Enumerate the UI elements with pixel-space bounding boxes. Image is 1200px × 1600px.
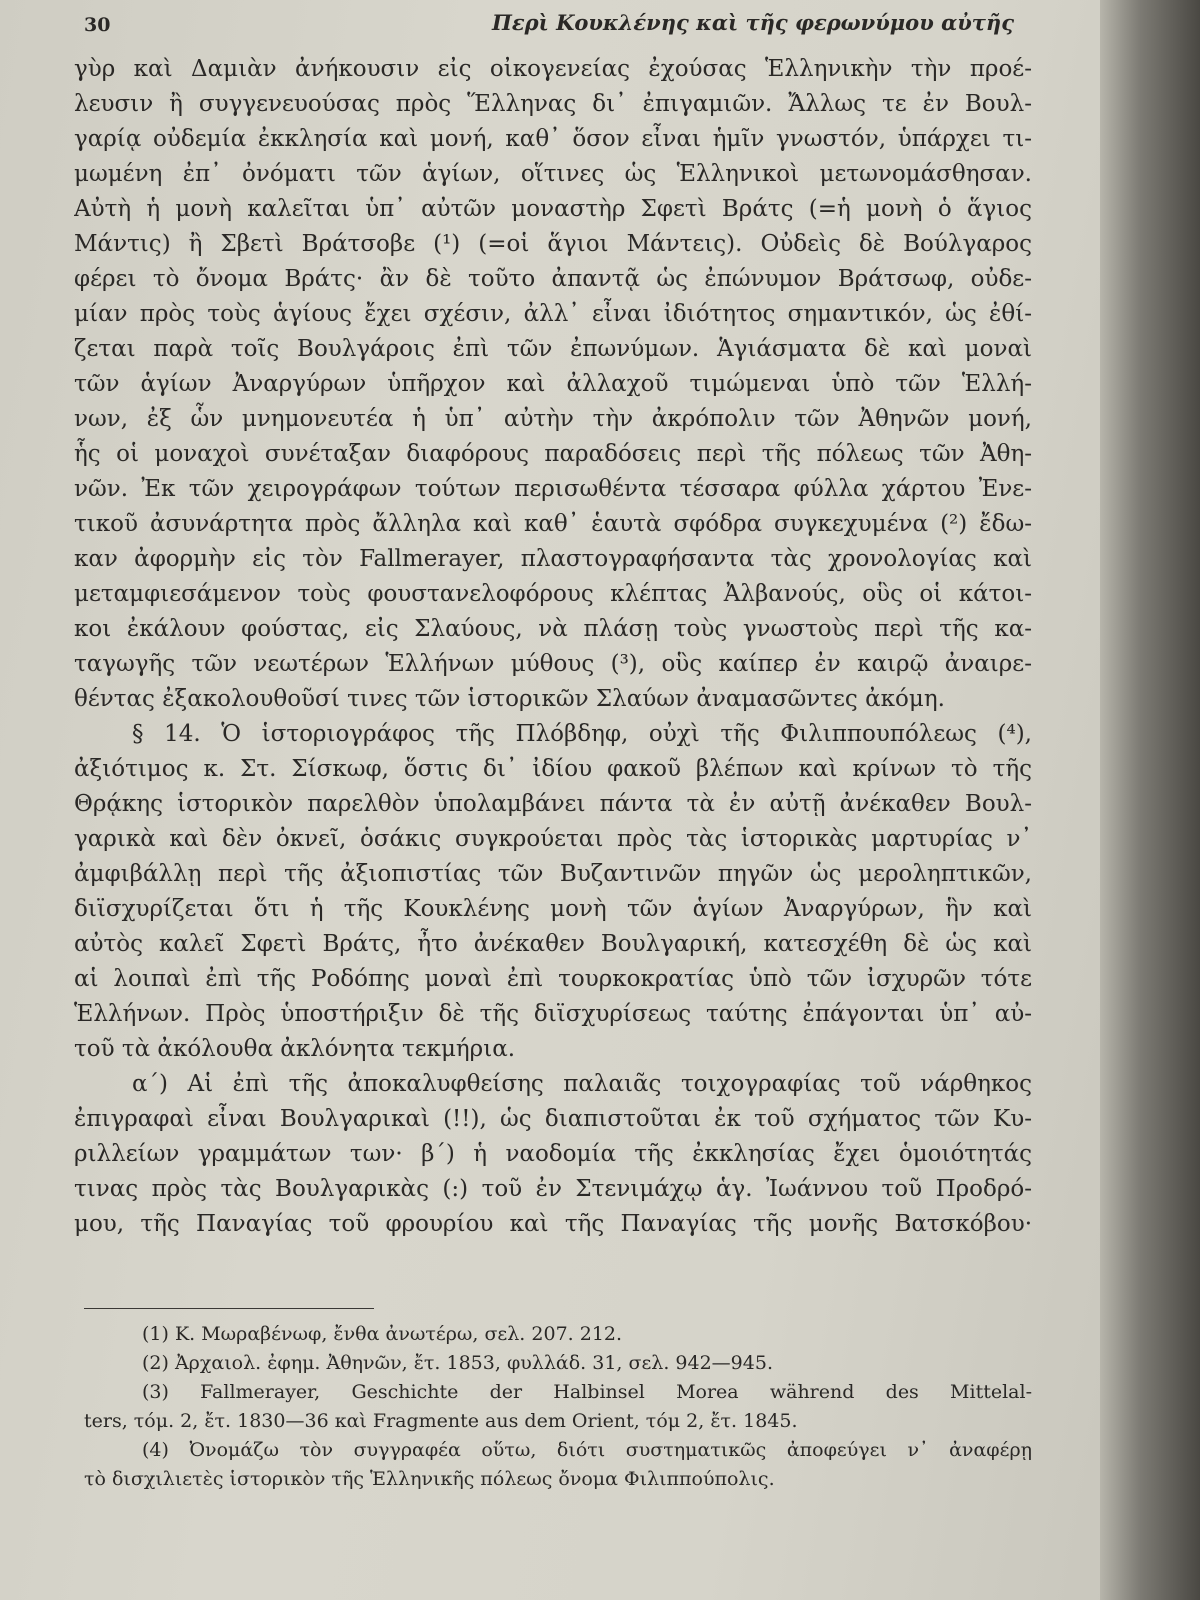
text-line: αὐτὸς καλεῖ Σφετὶ Βράτς, ἦτο ἀνέκαθεν Βουλγαρική, κατεσχέθη δὲ ὡς καὶ (74, 931, 1032, 957)
text-line: τινας πρὸς τὰς Βουλγαρικὰς (:) τοῦ ἐν Στενιμάχῳ ἁγ. Ἰωάννου τοῦ Προδρό- (74, 1176, 1032, 1202)
text-line: Μάντις) ἢ Σβετὶ Βράτσοβε (¹) (=οἱ ἅγιοι Μάντεις). Οὐδεὶς δὲ Βούλγαρος (74, 231, 1032, 257)
text-line: λευσιν ἢ συγγενευούσας πρὸς Ἕλληνας δι᾿ ἐπιγαμιῶν. Ἄλλως τε ἐν Βουλ- (74, 91, 1032, 117)
page-edge-shadow (1100, 0, 1200, 1600)
text-line: τοῦ τὰ ἀκόλουθα ἀκλόνητα τεκμήρια. (74, 1036, 516, 1062)
footnote-line: (1) Κ. Μωραβένωφ, ἔνθα ἀνωτέρω, σελ. 207. 212. (142, 1323, 623, 1345)
footnotes (84, 1320, 1032, 1494)
text-line: ζεται παρὰ τοῖς Βουλγάροις ἐπὶ τῶν ἐπωνύμων. Ἁγιάσματα δὲ καὶ μοναὶ (74, 336, 1032, 362)
page-number: 30 (84, 14, 111, 36)
footnote-line: (2) Ἀρχαιολ. ἐφημ. Ἀθηνῶν, ἔτ. 1853, φυλλάδ. 31, σελ. 942—945. (142, 1352, 773, 1374)
text-line: μου, τῆς Παναγίας τοῦ φρουρίου καὶ τῆς Παναγίας τῆς μονῆς Βατσκόβου· (74, 1211, 1032, 1237)
text-line: Αὐτὴ ἡ μονὴ καλεῖται ὑπ᾿ αὐτῶν μοναστὴρ Σφετὶ Βράτς (=ἡ μονὴ ὁ ἅγιος (74, 196, 1032, 222)
footnote-line: ters, τόμ. 2, ἔτ. 1830—36 καὶ Fragmente aus dem Orient, τόμ 2, ἔτ. 1845. (84, 1410, 798, 1432)
text-line: Θρᾴκης ἱστορικὸν παρελθὸν ὑπολαμβάνει πάντα τὰ ἐν αὐτῇ ἀνέκαθεν Βουλ- (74, 791, 1032, 817)
footnote-line: (4) Ὀνομάζω τὸν συγγραφέα οὕτω, διότι συστηματικῶς ἀποφεύγει ν᾿ ἀναφέρῃ (142, 1439, 1032, 1461)
text-line: μεταμφιεσάμενον τοὺς φουστανελοφόρους κλέπτας Ἀλβανούς, οὓς οἱ κάτοι- (74, 581, 1032, 607)
text-line: τικοῦ ἀσυνάρτητα πρὸς ἄλληλα καὶ καθ᾿ ἑαυτὰ σφόδρα συγκεχυμένα (²) ἔδω- (74, 511, 1032, 537)
text-line: ἧς οἱ μοναχοὶ συνέταξαν διαφόρους παραδόσεις περὶ τῆς πόλεως τῶν Ἀθη- (74, 441, 1032, 467)
text-line: γὺρ καὶ Δαμιὰν ἀνήκουσιν εἰς οἰκογενείας ἐχούσας Ἑλληνικὴν τὴν προέ- (74, 56, 1032, 82)
text-line: ἐπιγραφαὶ εἶναι Βουλγαρικαὶ (!!), ὡς διαπιστοῦται ἐκ τοῦ σχήματος τῶν Κυ- (74, 1106, 1032, 1132)
text-line: καν ἀφορμὴν εἰς τὸν Fallmerayer, πλαστογραφήσαντα τὰς χρονολογίας καὶ (74, 546, 1032, 572)
text-line: θέντας ἐξακολουθοῦσί τινες τῶν ἱστορικῶν Σλαύων ἀναμασῶντες ἀκόμη. (74, 686, 945, 712)
text-line: § 14. Ὁ ἱστοριογράφος τῆς Πλόβδηφ, οὐχὶ τῆς Φιλιππουπόλεως (⁴), (132, 721, 1032, 747)
text-line: μωμένη ἐπ᾿ ὀνόματι τῶν ἁγίων, οἵτινες ὡς Ἑλληνικοὶ μετωνομάσθησαν. (74, 161, 1032, 187)
text-line: διϊσχυρίζεται ὅτι ἡ τῆς Κουκλένης μονὴ τῶν ἁγίων Ἀναργύρων, ἣν καὶ (74, 896, 1032, 922)
text-line: νῶν. Ἐκ τῶν χειρογράφων τούτων περισωθέντα τέσσαρα φύλλα χάρτου Ἐνε- (74, 476, 1032, 502)
text-line: τῶν ἁγίων Ἀναργύρων ὑπῆρχον καὶ ἀλλαχοῦ τιμώμεναι ὑπὸ τῶν Ἑλλή- (74, 371, 1032, 397)
text-line: γαρίᾳ οὐδεμία ἐκκλησία καὶ μονή, καθ᾿ ὅσον εἶναι ἡμῖν γνωστόν, ὑπάρχει τι- (74, 126, 1032, 152)
footnote-line: τὸ δισχιλιετὲς ἱστορικὸν τῆς Ἑλληνικῆς πόλεως ὄνομα Φιλιππούπολις. (84, 1468, 775, 1490)
text-line: ἀμφιβάλλῃ περὶ τῆς ἀξιοπιστίας τῶν Βυζαντινῶν πηγῶν ὡς μεροληπτικῶν, (74, 861, 1032, 887)
text-line: ριλλείων γραμμάτων των· β΄) ἡ ναοδομία τῆς ἐκκλησίας ἔχει ὁμοιότητάς (74, 1141, 1032, 1167)
text-line: ἀξιότιμος κ. Στ. Σίσκωφ, ὅστις δι᾿ ἰδίου φακοῦ βλέπων καὶ κρίνων τὸ τῆς (74, 756, 1032, 782)
running-title: Περὶ Κουκλένης καὶ τῆς φερωνύμου αὐτῆς (492, 10, 1014, 35)
text-line: αἱ λοιπαὶ ἐπὶ τῆς Ροδόπης μοναὶ ἐπὶ τουρκοκρατίας ὑπὸ τῶν ἰσχυρῶν τότε (74, 966, 1032, 992)
text-line: φέρει τὸ ὄνομα Βράτς· ἂν δὲ τοῦτο ἀπαντᾷ ὡς ἐπώνυμον Βράτσωφ, οὐδε- (74, 266, 1032, 292)
body-text (74, 52, 1032, 1242)
running-head (84, 4, 1014, 38)
footnote-line: (3) Fallmerayer, Geschichte der Halbinsel Morea während des Mittelal- (142, 1381, 1032, 1403)
text-line: Ἑλλήνων. Πρὸς ὑποστήριξιν δὲ τῆς διϊσχυρίσεως ταύτης ἐπάγονται ὑπ᾿ αὐ- (74, 1001, 1032, 1027)
text-line: γαρικὰ καὶ δὲν ὀκνεῖ, ὁσάκις συγκρούεται πρὸς τὰς ἱστορικὰς μαρτυρίας ν᾿ (74, 826, 1032, 852)
footnote-rule (84, 1308, 374, 1309)
text-line: α΄) Αἱ ἐπὶ τῆς ἀποκαλυφθείσης παλαιᾶς τοιχογραφίας τοῦ νάρθηκος (132, 1071, 1032, 1097)
text-line: ταγωγῆς τῶν νεωτέρων Ἑλλήνων μύθους (³), οὓς καίπερ ἐν καιρῷ ἀναιρε- (74, 651, 1032, 677)
text-line: νων, ἐξ ὧν μνημονευτέα ἡ ὑπ᾿ αὐτὴν τὴν ἀκρόπολιν τῶν Ἀθηνῶν μονή, (74, 406, 1032, 432)
text-line: μίαν πρὸς τοὺς ἁγίους ἔχει σχέσιν, ἀλλ᾿ εἶναι ἰδιότητος σημαντικόν, ὡς ἐθί- (74, 301, 1032, 327)
text-line: κοι ἐκάλουν φούστας, εἰς Σλαύους, νὰ πλάσῃ τοὺς γνωστοὺς περὶ τῆς κα- (74, 616, 1032, 642)
